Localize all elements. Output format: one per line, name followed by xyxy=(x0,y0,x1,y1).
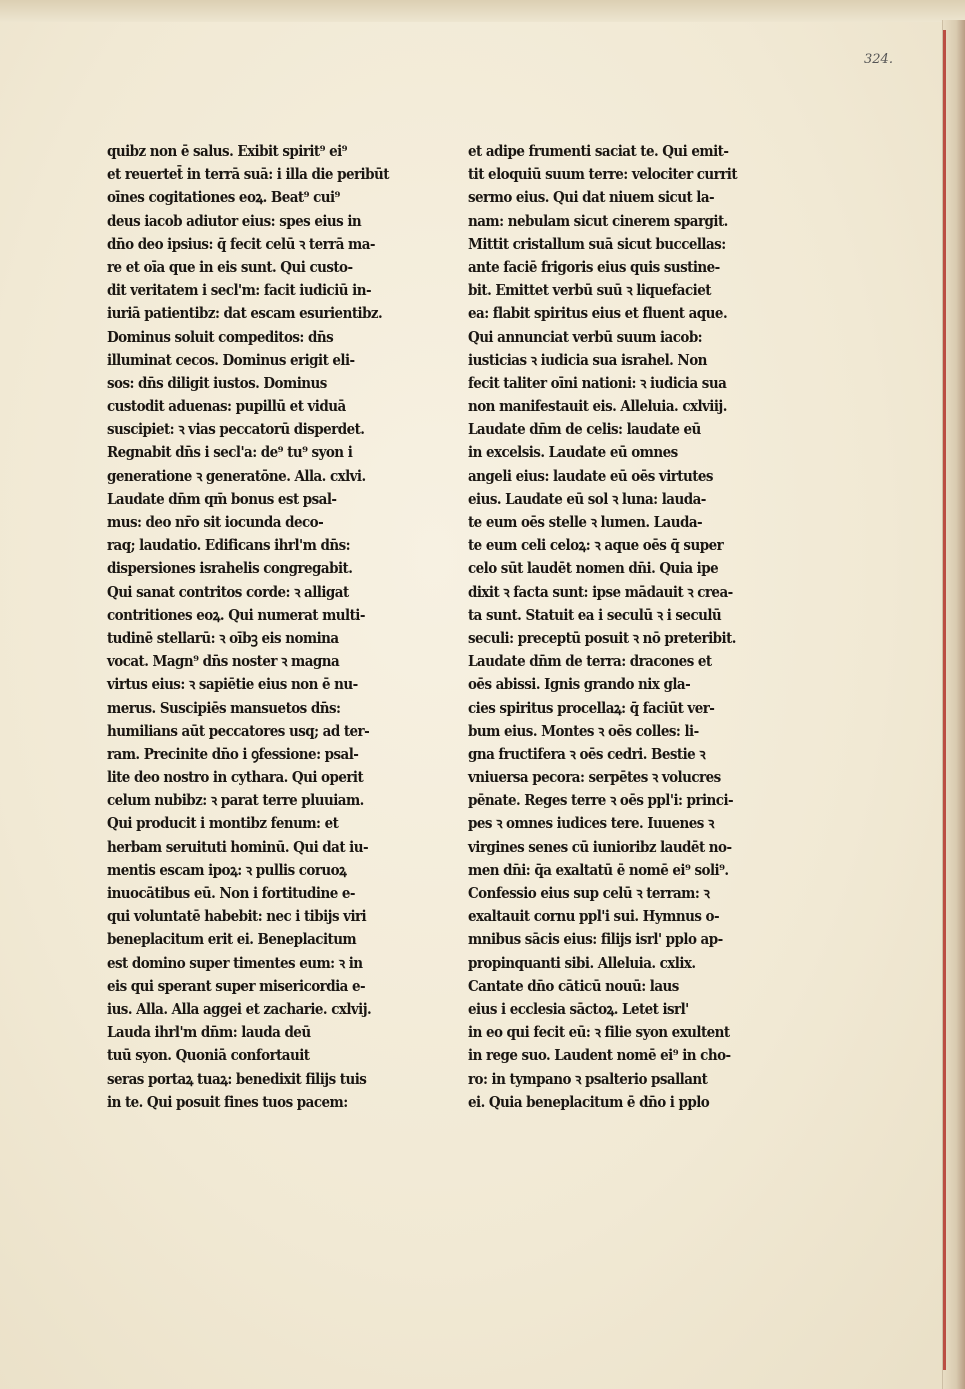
left-column-line: et reuertet̄ in terrā suā: i illa die peribūt xyxy=(107,166,389,184)
right-column-line: et adipe frumenti saciat te. Qui emit- xyxy=(468,143,729,160)
right-column-line: ea: flabit spiritus eius et fluent aque. xyxy=(468,305,728,323)
left-column-line: tudinē stellarū: ꝛ oībꝫ eis nomina xyxy=(107,629,339,647)
right-column-line: ta sunt. Statuit ea i seculū ꝛ i seculū xyxy=(468,606,722,624)
right-column-line: ante faciē frigoris eius quis sustine- xyxy=(468,258,720,276)
right-column-line: in eo qui fecit eū: ꝛ filie syon exultent xyxy=(468,1024,730,1042)
left-column-line: mentis escam ipoꝝ: ꝛ pullis coruoꝝ xyxy=(107,861,347,879)
right-column-line: exaltauit cornu ppl'i sui. Hymnus o- xyxy=(468,908,719,926)
right-column-line: eius. Laudate eū sol ꝛ luna: lauda- xyxy=(468,490,706,508)
left-column-line: tuū syon. Quoniā confortauit xyxy=(107,1047,310,1065)
left-column-line: virtus eius: ꝛ sapiētie eius non ē nu- xyxy=(107,676,358,694)
left-column-line: dit veritatem i secl'm: facit iudiciū in- xyxy=(107,282,372,300)
right-text-column xyxy=(468,140,768,1114)
right-column-line: fecit taliter oīni nationi: ꝛ iudicia sua xyxy=(468,374,727,392)
left-column-line: mus: deo nr̄o sit iocunda deco- xyxy=(107,514,324,531)
left-column-line: suscipiet: ꝛ vias peccatorū disperdet. xyxy=(107,421,365,439)
folio-number: 324. xyxy=(864,52,893,67)
left-column-line: qui voluntatē habebit: nec i tibijs viri xyxy=(107,908,367,926)
left-column-line: eis qui sperant super misericordia e- xyxy=(107,977,366,995)
right-column-line: sermo eius. Qui dat niuem sicut la- xyxy=(468,189,715,207)
page-top-edge xyxy=(0,0,965,22)
right-column-line: bit. Emittet verbū suū ꝛ liquefaciet xyxy=(468,282,711,300)
left-column-line: dn̄o deo ipsius: q̄ fecit celū ꝛ terrā ma- xyxy=(107,235,375,253)
right-column-line: te eum celi celoꝝ: ꝛ aque oēs q̄ super xyxy=(468,537,724,555)
left-column-line: Laudate dn̄m qm̄ bonus est psal- xyxy=(107,490,337,508)
left-column-line: Dominus soluit compeditos: dn̄s xyxy=(107,328,334,346)
right-column-line: pēnate. Reges terre ꝛ oēs ppl'i: princi- xyxy=(468,792,734,810)
right-column-line: virgines senes cū iunioribz laudēt no- xyxy=(468,838,732,856)
left-column-line: celum nubibz: ꝛ parat terre pluuiam. xyxy=(107,792,364,810)
left-column-line: deus iacob adiutor eius: spes eius in xyxy=(107,212,362,230)
left-column-line: raq; laudatio. Edificans ihrl'm dn̄s: xyxy=(107,537,351,555)
right-column-line: celo sūt laudēt nomen dn̄i. Quia ipe xyxy=(468,560,719,578)
right-column-line: in rege suo. Laudent nomē ei⁹ in cho- xyxy=(468,1047,731,1065)
left-column-line: custodit aduenas: pupillū et viduā xyxy=(107,398,346,416)
left-column-line: generatione ꝛ generatōne. Alla. cxlvi. xyxy=(107,467,366,485)
left-column-line: est domino super timentes eum: ꝛ in xyxy=(107,954,363,972)
right-column-line: ro: in tympano ꝛ psalterio psallant xyxy=(468,1070,708,1088)
right-column-line: vniuersa pecora: serpētes ꝛ volucres xyxy=(468,769,721,787)
left-column-line: re et oīa que in eis sunt. Qui custo- xyxy=(107,258,353,276)
right-column-line: seculi: preceptū posuit ꝛ nō preteribit. xyxy=(468,629,736,647)
right-column-line: in excelsis. Laudate eū omnes xyxy=(468,444,678,462)
right-column-line: propinquanti sibi. Alleluia. cxlix. xyxy=(468,954,696,972)
left-column-line: lite deo nostro in cythara. Qui operit xyxy=(107,769,364,787)
left-column-line: Lauda ihrl'm dn̄m: lauda deū xyxy=(107,1024,311,1042)
right-column-line: bum eius. Montes ꝛ oēs colles: li- xyxy=(468,722,699,740)
left-column-line: in te. Qui posuit fines tuos pacem: xyxy=(107,1093,348,1111)
right-column-line: cies spiritus procellaꝝ: q̄ faciūt ver- xyxy=(468,699,715,717)
left-column-line: Qui sanat contritos corde: ꝛ alligat xyxy=(107,583,349,601)
red-page-edge xyxy=(943,30,946,1370)
left-column-line: herbam seruituti hominū. Qui dat iu- xyxy=(107,838,368,856)
left-column-line: iuriā patientibz: dat escam esurientibz. xyxy=(107,305,383,323)
right-column-line: dixit ꝛ facta sunt: ipse mādauit ꝛ crea- xyxy=(468,583,733,601)
right-column-line: angeli eius: laudate eū oēs virtutes xyxy=(468,467,713,485)
left-column-line: contritiones eoꝝ. Qui numerat multi- xyxy=(107,606,365,624)
right-column-line: pes ꝛ omnes iudices tere. Iuuenes ꝛ xyxy=(468,815,714,833)
right-column-line: non manifestauit eis. Alleluia. cxlviij. xyxy=(468,398,727,416)
right-column-line: mnibus sācis eius: filijs isrl' pplo ap- xyxy=(468,931,723,949)
left-column-line: ius. Alla. Alla aggei et zacharie. cxlvij. xyxy=(107,1000,372,1018)
right-column-line: Laudate dn̄m de celis: laudate eū xyxy=(468,421,701,439)
left-column-line: Qui producit i montibz fenum: et xyxy=(107,815,339,833)
left-column-line: dispersiones israhelis congregabit. xyxy=(107,560,353,578)
right-column-line: eius i ecclesia sāctoꝝ. Letet isrl' xyxy=(468,1000,689,1018)
right-column-line: Cantate dn̄o cāticū nouū: laus xyxy=(468,977,679,995)
left-column-line: oīnes cogitationes eoꝝ. Beat⁹ cui⁹ xyxy=(107,189,340,207)
left-column-line: merus. Suscipiēs mansuetos dn̄s: xyxy=(107,699,341,717)
right-column-line: nam: nebulam sicut cinerem spargit. xyxy=(468,212,728,230)
left-column-line: inuocātibus eū. Non i fortitudine e- xyxy=(107,885,355,902)
left-column-line: vocat. Magn⁹ dn̄s noster ꝛ magna xyxy=(107,653,340,671)
left-column-line: Regnabit dn̄s i secl'a: de⁹ tu⁹ syon i xyxy=(107,444,353,462)
right-column-line: Qui annunciat verbū suum iacob: xyxy=(468,328,703,346)
left-text-column xyxy=(107,140,407,1114)
right-column-line: iusticias ꝛ iudicia sua israhel. Non xyxy=(468,351,707,369)
left-column-line: beneplacitum erit ei. Beneplacitum xyxy=(107,931,357,949)
left-column-line: ram. Precinite dn̄o i ꝯfessione: psal- xyxy=(107,745,359,763)
right-column-line: Mittit cristallum suā sicut buccellas: xyxy=(468,235,726,253)
right-column-line: oēs abissi. Ignis grando nix gla- xyxy=(468,676,691,694)
right-column-line: Confessio eius sup celū ꝛ terram: ꝛ xyxy=(468,885,710,902)
right-column-line: tit eloquiū suum terre: velociter currit xyxy=(468,166,738,184)
left-column-line: sos: dn̄s diligit iustos. Dominus xyxy=(107,374,327,392)
left-column-line: quibz non ē salus. Exibit spirit⁹ ei⁹ xyxy=(107,143,348,160)
left-column-line: illuminat cecos. Dominus erigit eli- xyxy=(107,351,355,369)
left-column-line: humilians aūt peccatores usq; ad ter- xyxy=(107,722,370,740)
right-column-line: Laudate dn̄m de terra: dracones et xyxy=(468,653,712,671)
right-column-line: men dn̄i: q̄a exaltatū ē nomē ei⁹ soli⁹. xyxy=(468,861,729,879)
right-column-line: te eum oēs stelle ꝛ lumen. Lauda- xyxy=(468,514,703,531)
left-column-line: seras portaꝝ tuaꝝ: benedixit filijs tuis xyxy=(107,1070,367,1088)
right-column-line: ei. Quia beneplacitum ē dn̄o i pplo xyxy=(468,1093,710,1111)
right-column-line: gna fructifera ꝛ oēs cedri. Bestie ꝛ xyxy=(468,745,706,763)
